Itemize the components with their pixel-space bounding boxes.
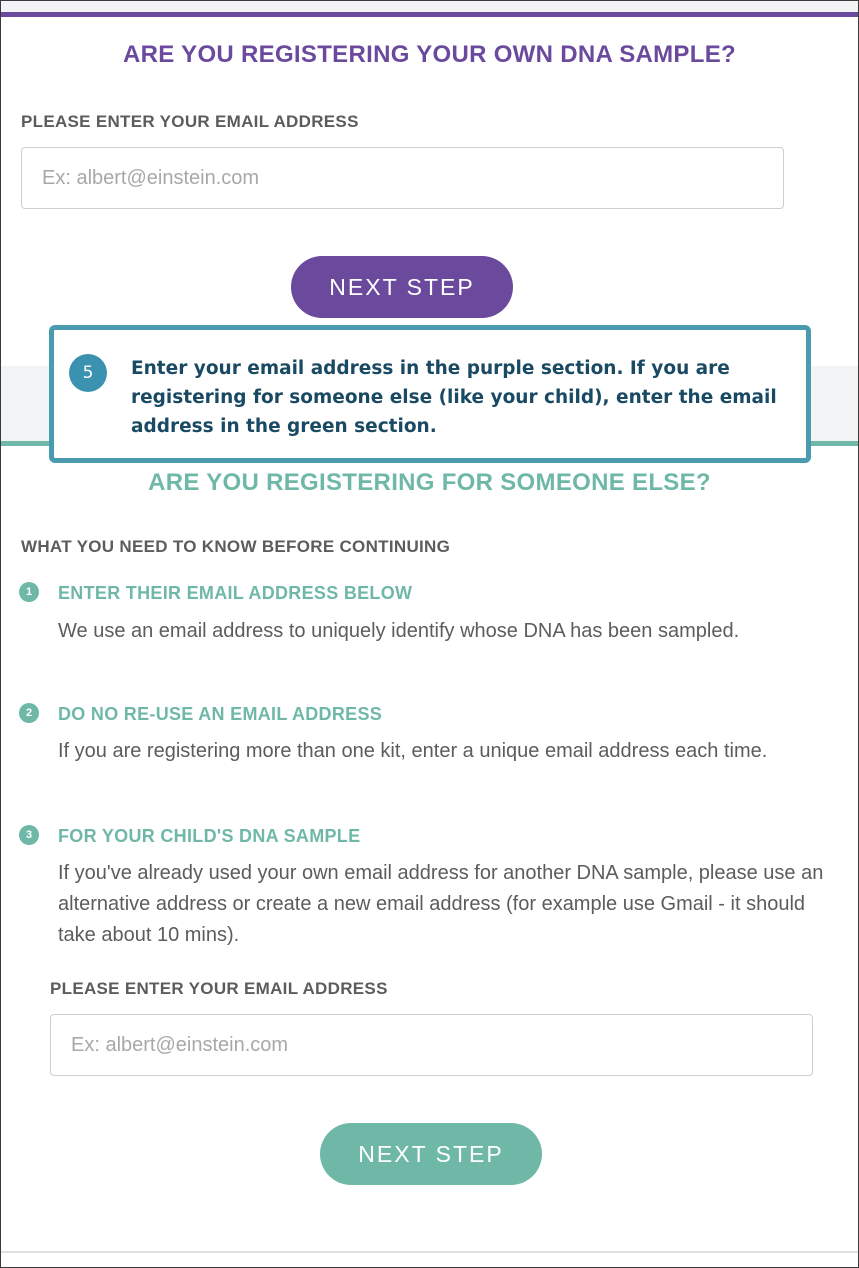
purple-section-bar <box>1 12 858 17</box>
bottom-divider <box>1 1251 858 1253</box>
step-2-body: If you are registering more than one kit, enter a unique email address each time. <box>58 740 768 762</box>
own-email-input[interactable] <box>21 147 784 209</box>
before-continuing-heading: WHAT YOU NEED TO KNOW BEFORE CONTINUING <box>21 537 451 556</box>
someone-else-title: ARE YOU REGISTERING FOR SOMEONE ELSE? <box>148 469 711 496</box>
own-email-label: PLEASE ENTER YOUR EMAIL ADDRESS <box>21 112 359 131</box>
other-next-step-button[interactable]: NEXT STEP <box>320 1123 542 1185</box>
step-1-badge: 1 <box>19 582 39 602</box>
step-3-body: If you've already used your own email address for another DNA sample, please use an alternative address or create a new email address (for example use Gmail - it should take about 10 mins). <box>58 862 824 946</box>
step-1-body: We use an email address to uniquely identify whose DNA has been sampled. <box>58 620 740 642</box>
own-next-step-button[interactable]: NEXT STEP <box>291 256 513 318</box>
step-1-title: ENTER THEIR EMAIL ADDRESS BELOW <box>58 583 413 603</box>
other-email-input[interactable] <box>50 1014 813 1076</box>
other-email-label: PLEASE ENTER YOUR EMAIL ADDRESS <box>50 979 388 998</box>
step-3-title: FOR YOUR CHILD'S DNA SAMPLE <box>58 826 361 846</box>
top-strip <box>1 1 858 12</box>
tutorial-callout <box>49 325 811 463</box>
callout-step-badge: 5 <box>69 354 107 392</box>
step-2-badge: 2 <box>19 703 39 723</box>
own-sample-title: ARE YOU REGISTERING YOUR OWN DNA SAMPLE? <box>123 41 736 68</box>
step-3-badge: 3 <box>19 825 39 845</box>
step-2-title: DO NO RE-USE AN EMAIL ADDRESS <box>58 704 383 724</box>
callout-text: Enter your email address in the purple section. If you are registering for someone else (like your child), enter the email address in the green section. <box>131 358 777 437</box>
